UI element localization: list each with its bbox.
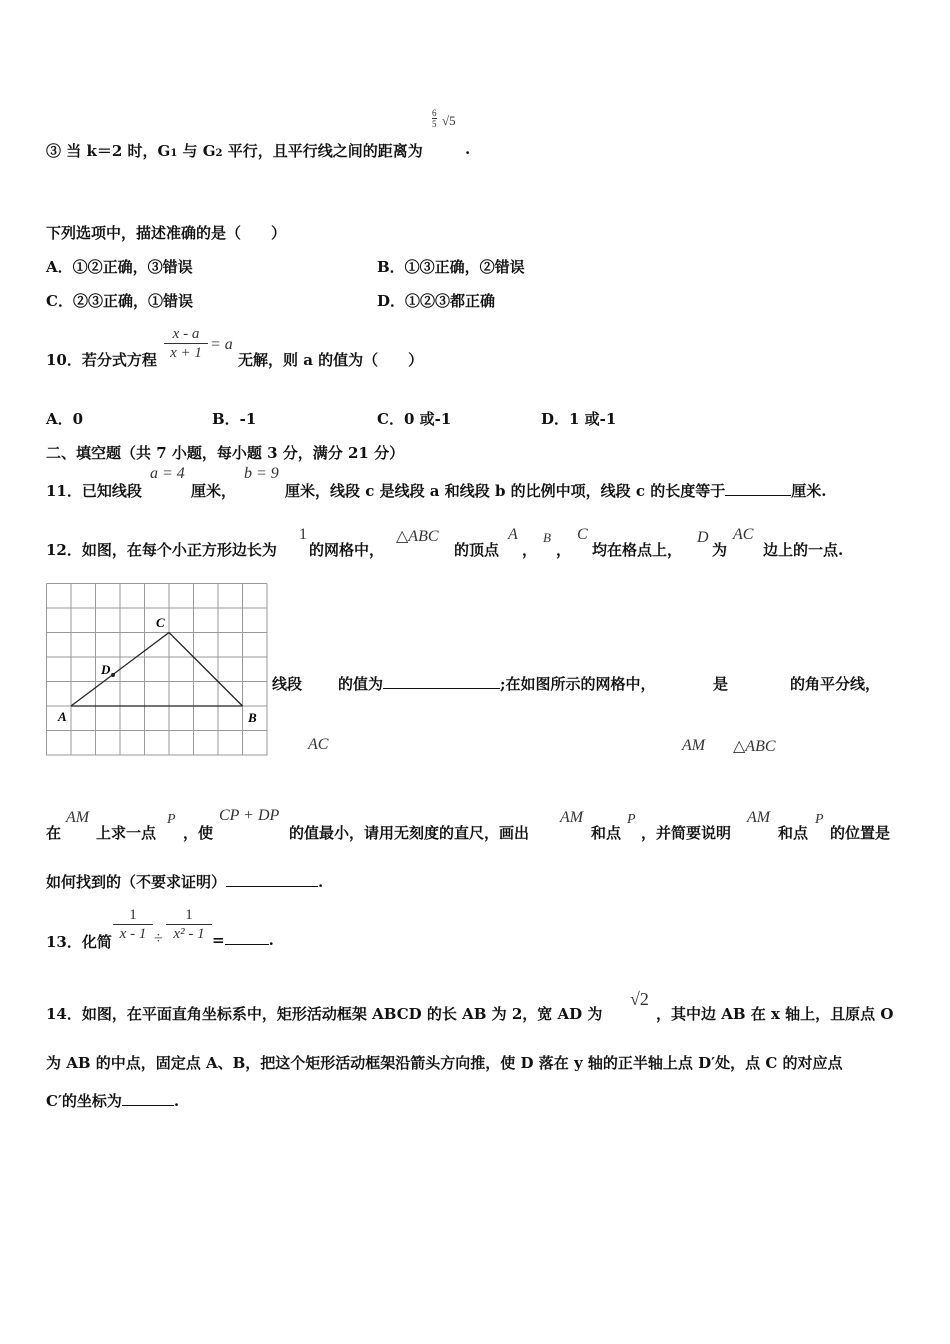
q9-option-c: C．②③正确，①错误	[46, 292, 193, 310]
q12-l3-zai: 在	[46, 824, 62, 842]
q12-side-ac: AC	[733, 526, 754, 543]
q12-vertex-b: B	[543, 530, 551, 545]
q11-a-expr: a = 4	[150, 465, 185, 482]
q11-text: 厘米，线段 c 是线段 a 和线段 b 的比例中项，线段 c 的长度等于 厘米.	[285, 482, 827, 500]
q12-p5: 为	[712, 541, 728, 559]
tiny-fraction: 6 5	[432, 108, 437, 129]
q12-l3-p3: P	[815, 812, 824, 827]
q12-l3-d: 和点	[591, 824, 622, 842]
q13-fraction-1: 1 x - 1	[113, 906, 153, 943]
q12-p3: 的顶点	[454, 541, 500, 559]
q10-option-a: A．0	[46, 410, 84, 428]
q12-l4: 如何找到的（不要求证明） .	[46, 873, 324, 891]
q9-option-d: D．①②③都正确	[377, 292, 496, 310]
q12-comma-2: ，	[556, 541, 572, 559]
q12-line2-a: 线段	[272, 675, 303, 693]
q10-option-c: C．0 或-1	[377, 410, 452, 428]
side-bc	[169, 633, 243, 707]
q12-one: 1	[299, 526, 307, 543]
q12-line2-d: 是	[713, 675, 729, 693]
q13-prefix: 13．化简	[46, 933, 112, 951]
q11-unit1: 厘米，	[191, 482, 237, 500]
label-d: D	[101, 662, 111, 677]
q9-item-3: ③ 当 k＝2 时，G1 与 G2 平行，且平行线之间的距离为	[46, 142, 423, 160]
q12-l3-expr: CP + DP	[219, 807, 280, 824]
q12-p4: 均在格点上，	[592, 541, 683, 559]
q11-prefix: 11．已知线段	[46, 482, 142, 500]
label-c: C	[156, 615, 165, 630]
section-2-heading: 二、填空题（共 7 小题，每小题 3 分，满分 21 分）	[46, 444, 405, 462]
q9-prompt: 下列选项中，描述准确的是（ ）	[46, 224, 287, 242]
q12-comma-1: ，	[522, 541, 538, 559]
q10-suffix: 无解，则 a 的值为（ ）	[238, 351, 424, 369]
grid-lines	[47, 584, 268, 756]
q12-l3-c: 的值最小，请用无刻度的直尺，画出	[289, 824, 530, 842]
q12-l3-g: 的位置是	[830, 824, 891, 842]
q13-divide: ÷	[154, 930, 163, 947]
q13-fraction-2: 1 x² - 1	[166, 906, 212, 943]
q12-p1: 12．如图，在每个小正方形边长为	[46, 541, 277, 559]
label-a: A	[58, 709, 67, 724]
q10-eq: = a	[210, 336, 233, 353]
q12-triangle: △ABC	[396, 528, 439, 545]
q12-l3-b: ，使	[183, 824, 214, 842]
q10-prefix: 10．若分式方程	[46, 351, 157, 369]
q12-l3-p: P	[167, 812, 176, 827]
q10-fraction: x - a x + 1	[164, 325, 208, 362]
q12-l3-f: 和点	[778, 824, 809, 842]
q9-option-b: B．①③正确，②错误	[377, 258, 525, 276]
q14-line1a: 14．如图，在平面直角坐标系中，矩形活动框架 ABCD 的长 AB 为 2，宽 AD 为	[46, 1005, 603, 1023]
q12-vertex-c: C	[577, 526, 588, 543]
q12-l3-e: ，并简要说明	[641, 824, 732, 842]
q9-option-a: A．①②正确，③错误	[46, 258, 193, 276]
q12-p2: 的网格中，	[309, 541, 385, 559]
q12-line2-b: 的值为 ;在如图所示的网格中，	[338, 675, 656, 693]
q14-line3: C′的坐标为 .	[46, 1092, 180, 1110]
q12-am-math: AM	[682, 737, 706, 754]
q12-vertex-a: A	[508, 526, 518, 543]
q11-b-expr: b = 9	[244, 465, 279, 482]
q12-line2-e: 的角平分线，	[790, 675, 881, 693]
q14-line1b: ，其中边 AB 在 x 轴上，且原点 O	[656, 1005, 894, 1023]
q10-option-b: B．-1	[212, 410, 257, 428]
q12-l3-am2: AM	[560, 809, 584, 826]
q14-sqrt2: √2	[630, 989, 649, 1009]
grid-figure	[46, 583, 272, 758]
q13-end: = .	[212, 931, 274, 949]
q10-option-d: D．1 或-1	[541, 410, 617, 428]
tiny-root: √5	[442, 113, 456, 128]
q12-p6: 边上的一点.	[763, 541, 844, 559]
q14-line2: 为 AB 的中点，固定点 A、B，把这个矩形活动框架沿箭头方向推，使 D 落在 y 轴的正半轴上点 D′处，点 C 的对应点	[46, 1054, 843, 1072]
q12-triangle-math: △ABC	[733, 738, 776, 755]
point-d-dot	[111, 673, 115, 677]
triangle-abc	[71, 633, 243, 707]
q12-l3-am3: AM	[747, 809, 771, 826]
q12-l3-a: 上求一点	[96, 824, 157, 842]
q9-item-3-end: .	[465, 140, 471, 158]
label-b: B	[248, 710, 257, 725]
q12-point-d: D	[697, 529, 709, 546]
q12-l3-am: AM	[66, 809, 90, 826]
q12-l3-p2: P	[627, 812, 636, 827]
q12-ac-math: AC	[308, 736, 329, 753]
